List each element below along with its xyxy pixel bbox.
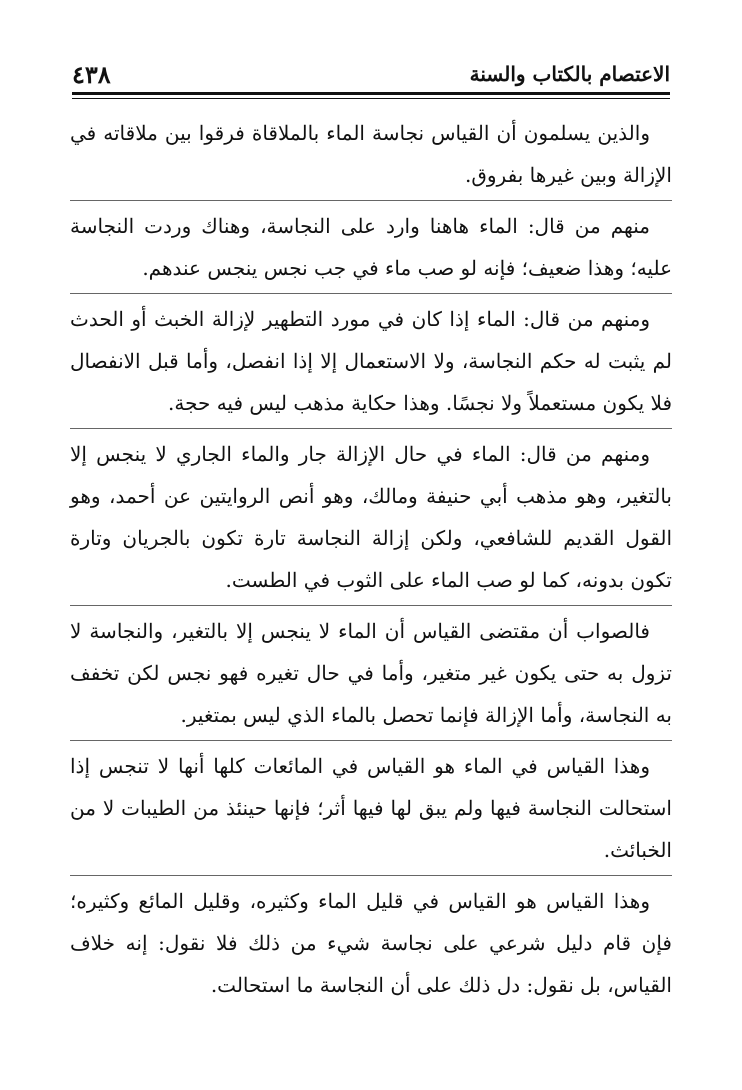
- paragraph-3: ومنهم من قال: الماء إذا كان في مورد التطهير لإزالة الخبث أو الحدث لم يثبت له حكم النجاسة، ولا الاستعمال إلا إذا انفصل، وأما قبل الانفصال فلا يكون مستعملاً ولا نجسًا. وهذا حكاية مذهب ليس فيه حجة.: [70, 307, 672, 415]
- paragraph-separator: [70, 428, 672, 429]
- header-rule-thin: [72, 98, 670, 99]
- paragraph-4: ومنهم من قال: الماء في حال الإزالة جار والماء الجاري لا ينجس إلا بالتغير، وهو مذهب أبي حنيفة ومالك، وهو أنص الروايتين عن أحمد، وهو القول القديم للشافعي، ولكن إزالة النجاسة تارة تكون بالجريان وتارة تكون بدونه، كما لو صب الماء على الثوب في الطست.: [70, 442, 672, 592]
- paragraph-1: والذين يسلمون أن القياس نجاسة الماء بالملاقاة فرقوا بين ملاقاته في الإزالة وبين غيرها بفروق.: [70, 121, 672, 187]
- page-number: ٤٣٨: [72, 59, 111, 89]
- page-header: [72, 60, 670, 88]
- paragraph-separator: [70, 200, 672, 201]
- paragraph-separator: [70, 740, 672, 741]
- paragraph-5: فالصواب أن مقتضى القياس أن الماء لا ينجس إلا بالتغير، والنجاسة لا تزول به حتى يكون غير متغير، وأما في حال تغيره فهو نجس لكن تخفف به النجاسة، وأما الإزالة فإنما تحصل بالماء الذي ليس بمتغير.: [70, 619, 672, 727]
- paragraph-2: منهم من قال: الماء هاهنا وارد على النجاسة، وهناك وردت النجاسة عليه؛ وهذا ضعيف؛ فإنه لو صب ماء في جب نجس ينجس عندهم.: [70, 214, 672, 280]
- paragraph-separator: [70, 875, 672, 876]
- header-rule-thick: [72, 92, 670, 95]
- paragraph-6: وهذا القياس في الماء هو القياس في المائعات كلها أنها لا تنجس إذا استحالت النجاسة فيها ولم يبق لها فيها أثر؛ فإنها حينئذ من الطيبات لا من الخبائث.: [70, 754, 672, 862]
- paragraph-separator: [70, 605, 672, 606]
- paragraph-7: وهذا القياس هو القياس في قليل الماء وكثيره، وقليل المائع وكثيره؛ فإن قام دليل شرعي على نجاسة شيء من ذلك فلا نقول: إنه خلاف القياس، بل نقول: دل ذلك على أن النجاسة ما استحالت.: [70, 889, 672, 997]
- paragraph-separator: [70, 293, 672, 294]
- page-body: [70, 112, 672, 1010]
- running-title: الاعتصام بالكتاب والسنة: [469, 62, 670, 86]
